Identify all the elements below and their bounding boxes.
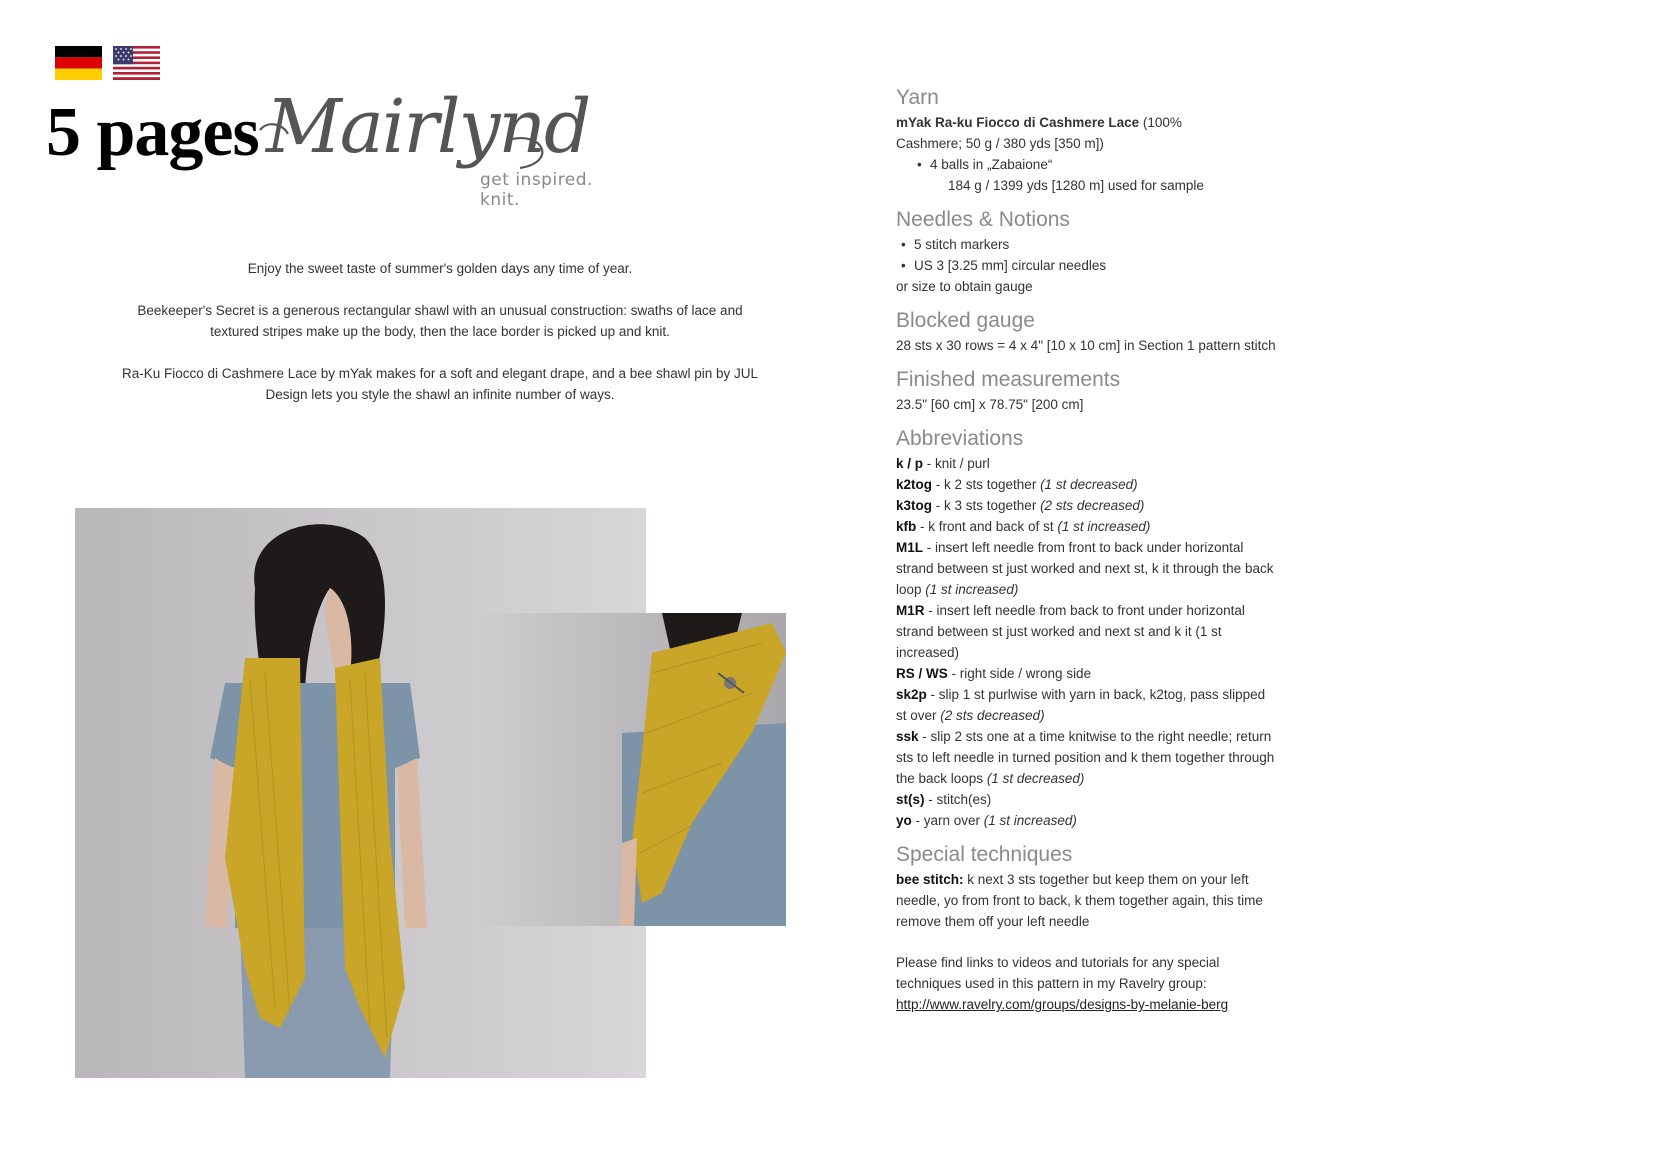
intro-paragraph: Beekeeper's Secret is a generous rectangular shawl with an unusual construction: swaths of lace and textured stripes make up the body, then the lace border is picked up and knit.	[137, 303, 743, 339]
page-count-title: 5 pages	[46, 94, 259, 171]
abbreviation-item: M1L - insert left needle from front to back under horizontal strand between st just worked and next st, k it through the back loop (1 st increased)	[896, 540, 1274, 597]
yarn-usage: 184 g / 1399 yds [1280 m] used for sample	[948, 178, 1204, 193]
abbreviation-item: k2tog - k 2 sts together (1 st decreased)	[896, 477, 1138, 492]
abbreviations-section	[896, 425, 1276, 831]
intro-text	[120, 258, 760, 426]
abbreviation-item: kfb - k front and back of st (1 st increased)	[896, 519, 1151, 534]
measurements-section	[896, 366, 1276, 415]
yarn-name: mYak Ra-ku Fiocco di Cashmere Lace	[896, 115, 1140, 130]
yarn-section	[896, 84, 1276, 196]
section-heading: Blocked gauge	[896, 309, 1035, 332]
intro-paragraph: Ra-Ku Fiocco di Cashmere Lace by mYak makes for a soft and elegant drape, and a bee shawl pin by JUL Design lets you style the shawl an infinite number of ways.	[121, 366, 759, 402]
pattern-details	[896, 84, 1276, 1025]
needles-section	[896, 206, 1276, 297]
section-heading: Needles & Notions	[896, 208, 1070, 231]
us-flag-icon[interactable]	[113, 46, 160, 80]
abbreviation-item: st(s) - stitch(es)	[896, 792, 992, 807]
yarn-description: mYak Ra-ku Fiocco di Cashmere Lace (100% Cashmere; 50 g / 380 yds [350 m])	[896, 115, 1182, 151]
german-flag-icon[interactable]	[55, 46, 102, 80]
list-item: • US 3 [3.25 mm] circular needles	[896, 255, 1276, 276]
section-heading: Abbreviations	[896, 427, 1024, 450]
abbreviation-item: k / p - knit / purl	[896, 456, 990, 471]
abbreviation-item: k3tog - k 3 sts together (2 sts decreased)	[896, 498, 1145, 513]
abbreviation-item: ssk - slip 2 sts one at a time knitwise to the right needle; return sts to left needle in turned position and k them together through the back loops (1 st decreased)	[896, 729, 1275, 786]
ravelry-group-link[interactable]: http://www.ravelry.com/groups/designs-by-melanie-berg	[896, 997, 1229, 1012]
logo-tagline: get inspired. knit.	[480, 170, 593, 210]
tutorial-note: Please find links to videos and tutorials for any special techniques used in this pattern in my Ravelry group:	[896, 955, 1220, 991]
language-flags	[55, 46, 160, 80]
intro-paragraph: Enjoy the sweet taste of summer's golden days any time of year.	[247, 261, 633, 276]
gauge-section	[896, 307, 1276, 356]
special-techniques-section	[896, 841, 1276, 1015]
section-heading: Special techniques	[896, 843, 1073, 866]
list-item: • 4 balls in „Zabaione“	[912, 154, 1276, 175]
abbreviation-item: yo - yarn over (1 st increased)	[896, 813, 1077, 828]
abbreviation-item: sk2p - slip 1 st purlwise with yarn in back, k2tog, pass slipped st over (2 sts decreased)	[896, 687, 1266, 723]
abbreviation-item: RS / WS - right side / wrong side	[896, 666, 1092, 681]
mairlynd-logo	[258, 84, 618, 210]
gauge-text: 28 sts x 30 rows = 4 x 4" [10 x 10 cm] in Section 1 pattern stitch	[896, 338, 1276, 353]
list-item: • 5 stitch markers	[896, 234, 1276, 255]
logo-script-text: Mairlynd	[266, 84, 590, 170]
technique-item: bee stitch: k next 3 sts together but keep them on your left needle, yo from front to back, k them together again, this time remove them off your left needle	[896, 872, 1263, 929]
abbreviation-item: M1R - insert left needle from back to front under horizontal strand between st just worked and next st and k it (1 st increased)	[896, 603, 1245, 660]
needles-note: or size to obtain gauge	[896, 279, 1033, 294]
measurements-text: 23.5" [60 cm] x 78.75" [200 cm]	[896, 397, 1084, 412]
section-heading: Yarn	[896, 86, 939, 109]
shawl-photo-detail	[472, 613, 786, 926]
section-heading: Finished measurements	[896, 368, 1121, 391]
